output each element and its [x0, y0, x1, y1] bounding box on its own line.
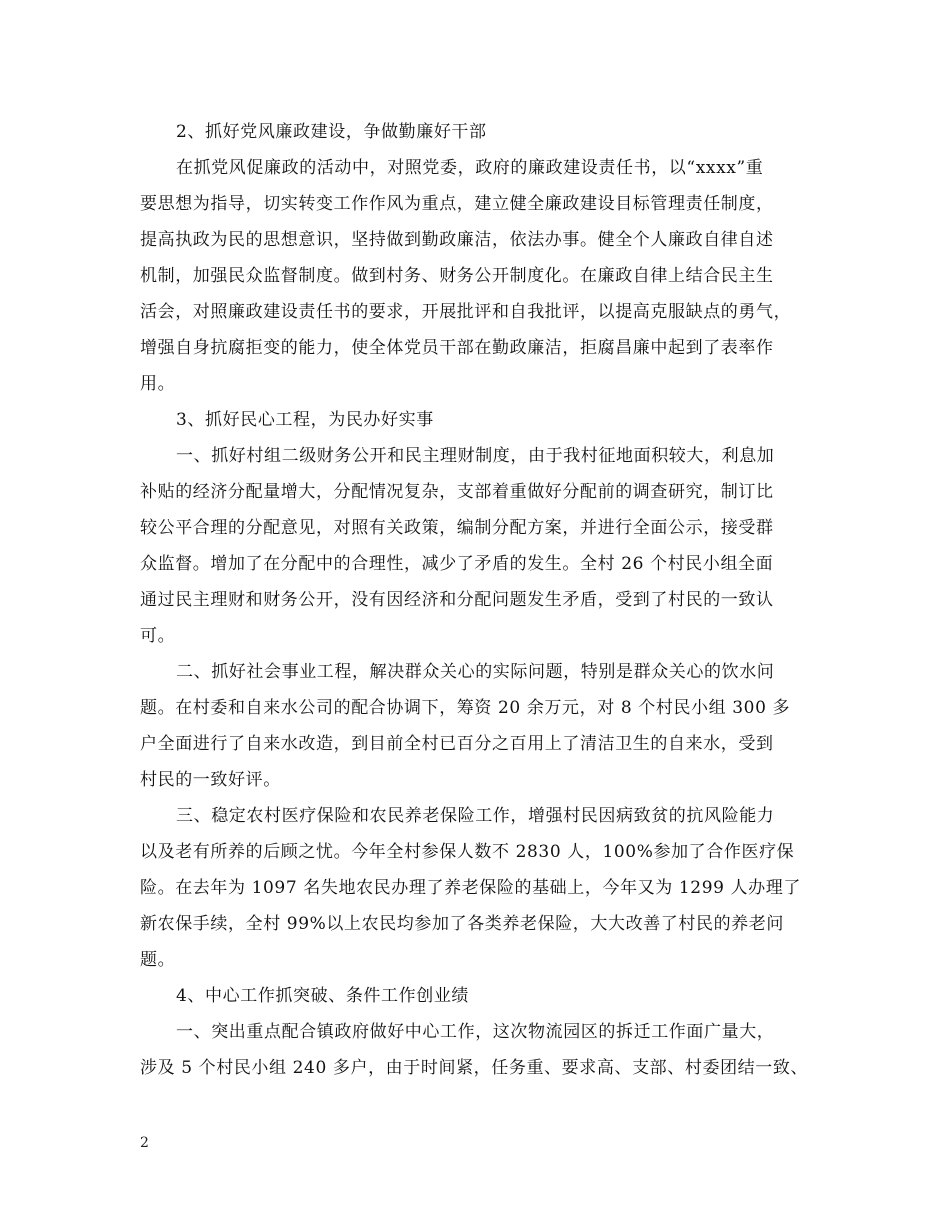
text-line: 增强自身抗腐拒变的能力，使全体党员干部在勤政廉洁，拒腐昌廉中起到了表率作 [140, 338, 774, 358]
text-line: 三、稳定农村医疗保险和农民养老保险工作，增强村民因病致贫的抗风险能力 [176, 806, 775, 826]
text-line: 以及老有所养的后顾之忧。今年全村参保人数不 2830 人，100%参加了合作医疗保 [140, 842, 795, 862]
text-line: 较公平合理的分配意见，对照有关政策，编制分配方案，并进行全面公示，接受群 [140, 518, 774, 538]
body-paragraph [140, 654, 822, 798]
body-paragraph [140, 798, 822, 978]
body-paragraph [140, 438, 822, 654]
text-line: 村民的一致好评。 [140, 770, 281, 790]
text-line: 可。 [140, 626, 176, 646]
text-line: 活会，对照廉政建设责任书的要求，开展批评和自我批评，以提高克服缺点的勇气， [140, 302, 792, 322]
page-number: 2 [140, 1135, 149, 1151]
text-line: 提高执政为民的思想意识，坚持做到勤政廉洁，依法办事。健全个人廉政自律自述 [140, 230, 774, 250]
text-line: 新农保手续，全村 99%以上农民均参加了各类养老保险，大大改善了村民的养老问 [140, 914, 784, 934]
text-line: 用。 [140, 374, 176, 394]
text-line: 涉及 5 个村民小组 240 多户，由于时间紧，任务重、要求高、支部、村委团结一致、 [140, 1058, 809, 1078]
text-line: 要思想为指导，切实转变工作作风为重点，建立健全廉政建设目标管理责任制度， [140, 194, 774, 214]
text-line: 在抓党风促廉政的活动中，对照党委，政府的廉政建设责任书，以“xxxx”重 [176, 158, 764, 178]
section-heading [140, 402, 822, 438]
text-line: 户全面进行了自来水改造，到目前全村已百分之百用上了清洁卫生的自来水，受到 [140, 734, 774, 754]
text-line: 4、中心工作抓突破、条件工作创业绩 [176, 986, 470, 1006]
text-line: 险。在去年为 1097 名失地农民办理了养老保险的基础上，今年又为 1299 人办理了 [140, 878, 801, 898]
text-line: 一、抓好村组二级财务公开和民主理财制度，由于我村征地面积较大，利息加 [176, 446, 775, 466]
section-heading [140, 114, 822, 150]
text-line: 2、抓好党风廉政建设，争做勤廉好干部 [176, 122, 487, 142]
text-line: 一、突出重点配合镇政府做好中心工作，这次物流园区的拆迁工作面广量大， [176, 1022, 775, 1042]
text-line: 补贴的经济分配量增大，分配情况复杂，支部着重做好分配前的调查研究，制订比 [140, 482, 774, 502]
text-line: 二、抓好社会事业工程，解决群众关心的实际问题，特别是群众关心的饮水问 [176, 662, 775, 682]
body-paragraph [140, 150, 822, 402]
text-line: 通过民主理财和财务公开，没有因经济和分配问题发生矛盾，受到了村民的一致认 [140, 590, 774, 610]
document-body [140, 114, 822, 1086]
body-paragraph [140, 1014, 822, 1086]
text-line: 众监督。增加了在分配中的合理性，减少了矛盾的发生。全村 26 个村民小组全面 [140, 554, 774, 574]
section-heading [140, 978, 822, 1014]
text-line: 3、抓好民心工程，为民办好实事 [176, 410, 434, 430]
text-line: 题。 [140, 950, 176, 970]
text-line: 机制，加强民众监督制度。做到村务、财务公开制度化。在廉政自律上结合民主生 [140, 266, 774, 286]
text-line: 题。在村委和自来水公司的配合协调下，筹资 20 余万元，对 8 个村民小组 300 多 [140, 698, 791, 718]
